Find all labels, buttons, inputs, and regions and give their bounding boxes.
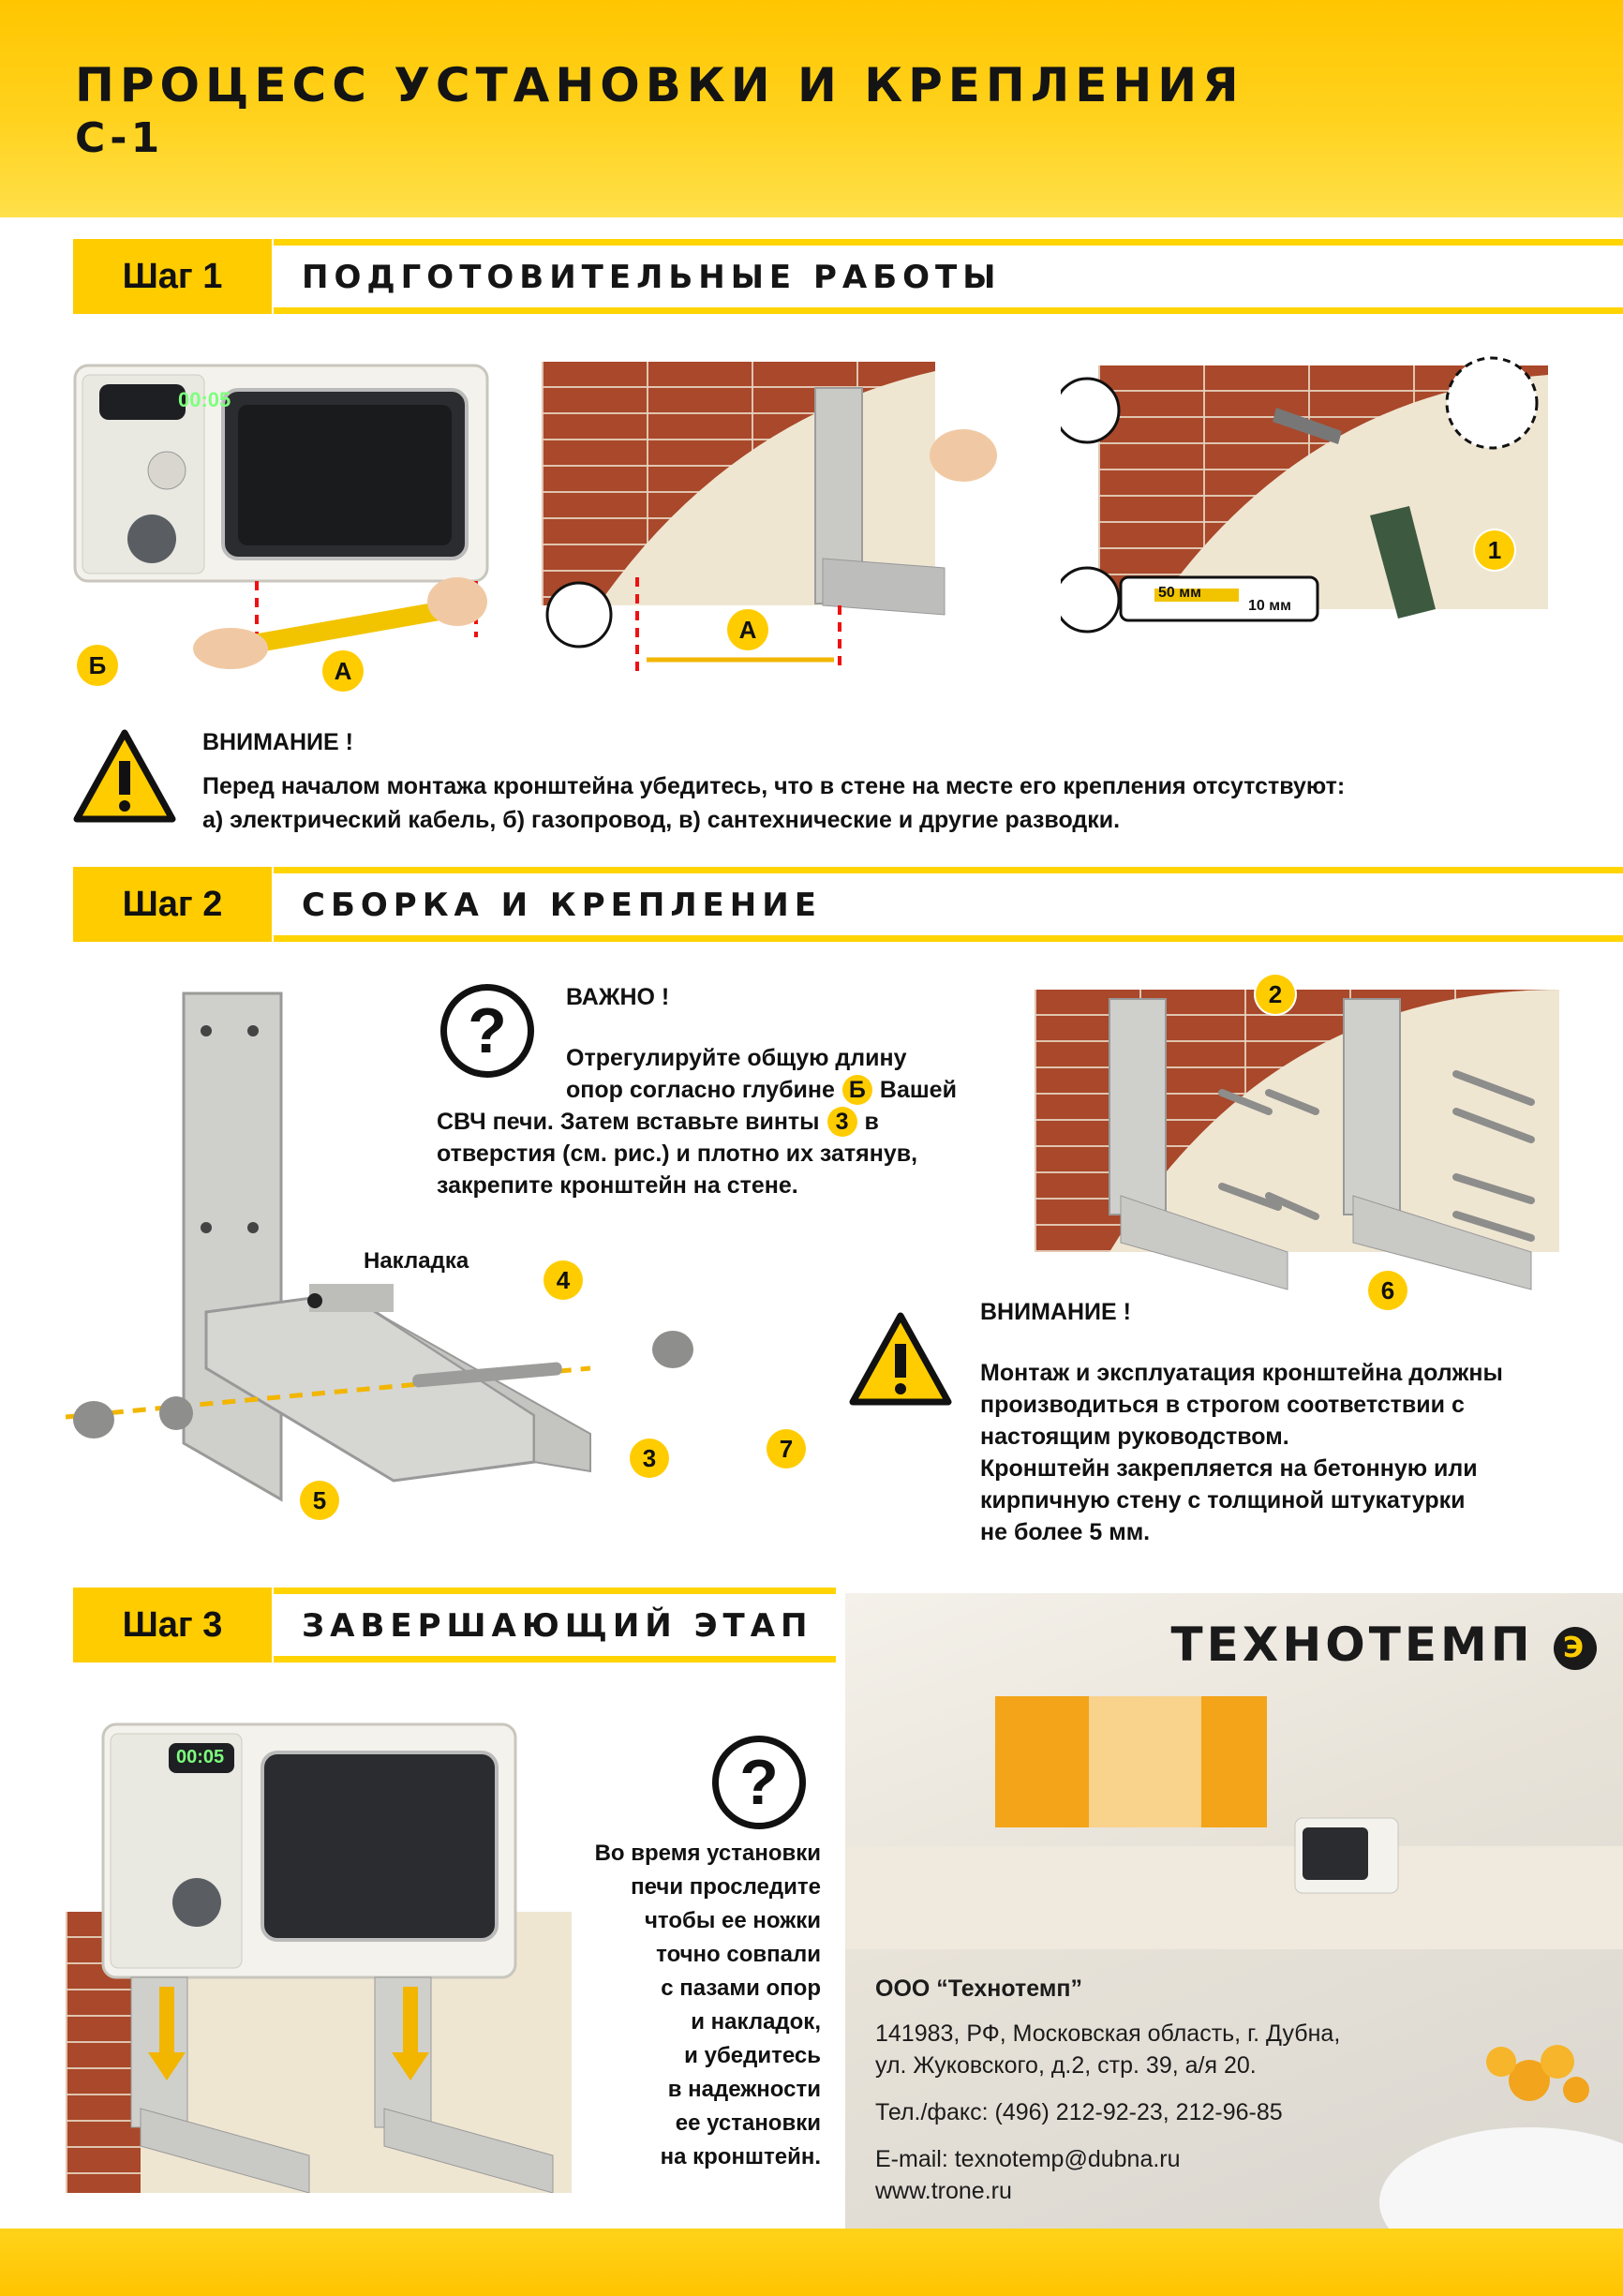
step3-title: ЗАВЕРШАЮЩИЙ ЭТАП	[302, 1607, 813, 1645]
letter-a-marker: А	[322, 650, 364, 692]
model-code: C-1	[75, 114, 164, 162]
brand-logo	[1171, 1618, 1597, 1672]
wall-marking-illustration	[542, 362, 1010, 671]
number-7-marker: 7	[767, 1429, 806, 1469]
footer-band	[0, 2229, 1623, 2296]
number-6-marker: 6	[1368, 1271, 1407, 1310]
company-address-1: 141983, РФ, Московская область, г. Дубна,	[875, 2020, 1341, 2047]
step2-title: СБОРКА И КРЕПЛЕНИЕ	[302, 887, 822, 924]
wall-mount-illustration	[1035, 971, 1578, 1308]
warning2-line2: производиться в строгом соответствии с	[980, 1392, 1465, 1418]
company-email[interactable]: E-mail: texnotemp@dubna.ru	[875, 2146, 1181, 2172]
warning1-line1: Перед началом монтажа кронштейна убедитесь, что в стене на месте его крепления отсутствуют:	[202, 773, 1346, 799]
company-panel	[845, 1593, 1623, 2229]
page-title: ПРОЦЕСС УСТАНОВКИ И КРЕПЛЕНИЯ	[75, 58, 1244, 112]
step1-bar	[274, 239, 1623, 314]
company-address-2: ул. Жуковского, д.2, стр. 39, а/я 20.	[875, 2052, 1257, 2079]
important-line4: отверстия (см. рис.) и плотно их затянув,	[437, 1141, 918, 1167]
step3-note	[525, 1837, 821, 2174]
letter-b-marker: Б	[77, 645, 118, 686]
number-4-marker: 4	[543, 1260, 583, 1300]
badge-b: Б	[842, 1075, 872, 1105]
dimension-10mm: 10 мм	[1248, 598, 1291, 614]
step3-note-line: и накладок,	[691, 2009, 821, 2035]
step3-bar	[274, 1588, 836, 1662]
step1-wall-marking	[542, 362, 1010, 671]
question-icon-1: ?	[440, 984, 534, 1078]
important-line3a: СВЧ печи. Затем вставьте винты	[437, 1109, 820, 1135]
header-band	[0, 0, 1623, 217]
warning2-line4: Кронштейн закрепляется на бетонную или	[980, 1455, 1478, 1482]
warning2-line3: настоящим руководством.	[980, 1424, 1289, 1450]
step1-badge: Шаг 1	[73, 239, 272, 314]
warning2-line5: кирпичную стену с толщиной штукатурки	[980, 1487, 1466, 1513]
step3-badge: Шаг 3	[73, 1588, 272, 1662]
number-1-marker: 1	[1475, 530, 1514, 570]
number-2-marker: 2	[1256, 975, 1295, 1014]
dimension-50mm: 50 мм	[1158, 585, 1201, 601]
step3-note-line: с пазами опор	[661, 1975, 821, 2001]
brand-icon: Э	[1554, 1627, 1597, 1670]
company-website[interactable]: www.trone.ru	[875, 2178, 1012, 2204]
warning2-title: ВНИМАНИЕ !	[980, 1299, 1131, 1325]
warning1-title: ВНИМАНИЕ !	[202, 729, 353, 755]
important-title: ВАЖНО !	[566, 984, 670, 1010]
step1-drilling	[1061, 356, 1586, 656]
step1-title: ПОДГОТОВИТЕЛЬНЫЕ РАБОТЫ	[302, 259, 1002, 296]
important-line3	[437, 1106, 879, 1138]
drilling-illustration	[1061, 356, 1586, 656]
step3-note-line: печи проследите	[631, 1874, 821, 1900]
step3-note-line: ее установки	[675, 2110, 821, 2136]
step1-microwave-measure	[73, 356, 504, 685]
step2-bar	[274, 867, 1623, 942]
badge-3: 3	[827, 1107, 857, 1137]
number-3-marker: 3	[630, 1439, 669, 1478]
number-5-marker: 5	[300, 1481, 339, 1520]
important-line5: закрепите кронштейн на стене.	[437, 1172, 798, 1199]
important-line2b: Вашей	[879, 1077, 957, 1103]
important-line1: Отрегулируйте общую длину	[566, 1045, 907, 1071]
company-phone: Тел./факс: (496) 212-92-23, 212-96-85	[875, 2099, 1283, 2125]
important-line2	[566, 1074, 957, 1106]
microwave-display-2: 00:05	[176, 1747, 225, 1767]
warning2-line1: Монтаж и эксплуатация кронштейна должны	[980, 1360, 1503, 1386]
important-line2a: опор согласно глубине	[566, 1077, 835, 1103]
company-name: ООО “Технотемп”	[875, 1975, 1082, 2002]
warning1-line2: а) электрический кабель, б) газопровод, в) сантехнические и другие разводки.	[202, 807, 1121, 833]
step2-badge: Шаг 2	[73, 867, 272, 942]
microwave-illustration	[73, 356, 504, 675]
important-line3b: в	[864, 1109, 879, 1135]
letter-a-marker-2: А	[727, 609, 768, 650]
question-icon-2: ?	[712, 1736, 806, 1829]
warning2-line6: не более 5 мм.	[980, 1519, 1151, 1545]
warning-triangle-icon-2	[849, 1312, 952, 1406]
brand-name: ТЕХНОТЕМП	[1170, 1618, 1534, 1672]
step3-note-line: Во время установки	[594, 1841, 821, 1866]
final-install-illustration	[66, 1706, 572, 2193]
step3-note-line: чтобы ее ножки	[644, 1908, 821, 1933]
warning-triangle-icon-1	[73, 729, 176, 823]
step3-note-line: и убедитесь	[684, 2043, 821, 2068]
step3-note-line: на кронштейн.	[660, 2144, 821, 2169]
step3-note-line: точно совпали	[656, 1942, 821, 1967]
microwave-display: 00:05	[178, 388, 231, 411]
step3-note-line: в надежности	[667, 2077, 821, 2102]
nakladka-label: Накладка	[364, 1248, 469, 1274]
kitchen-background	[845, 1593, 1623, 2229]
